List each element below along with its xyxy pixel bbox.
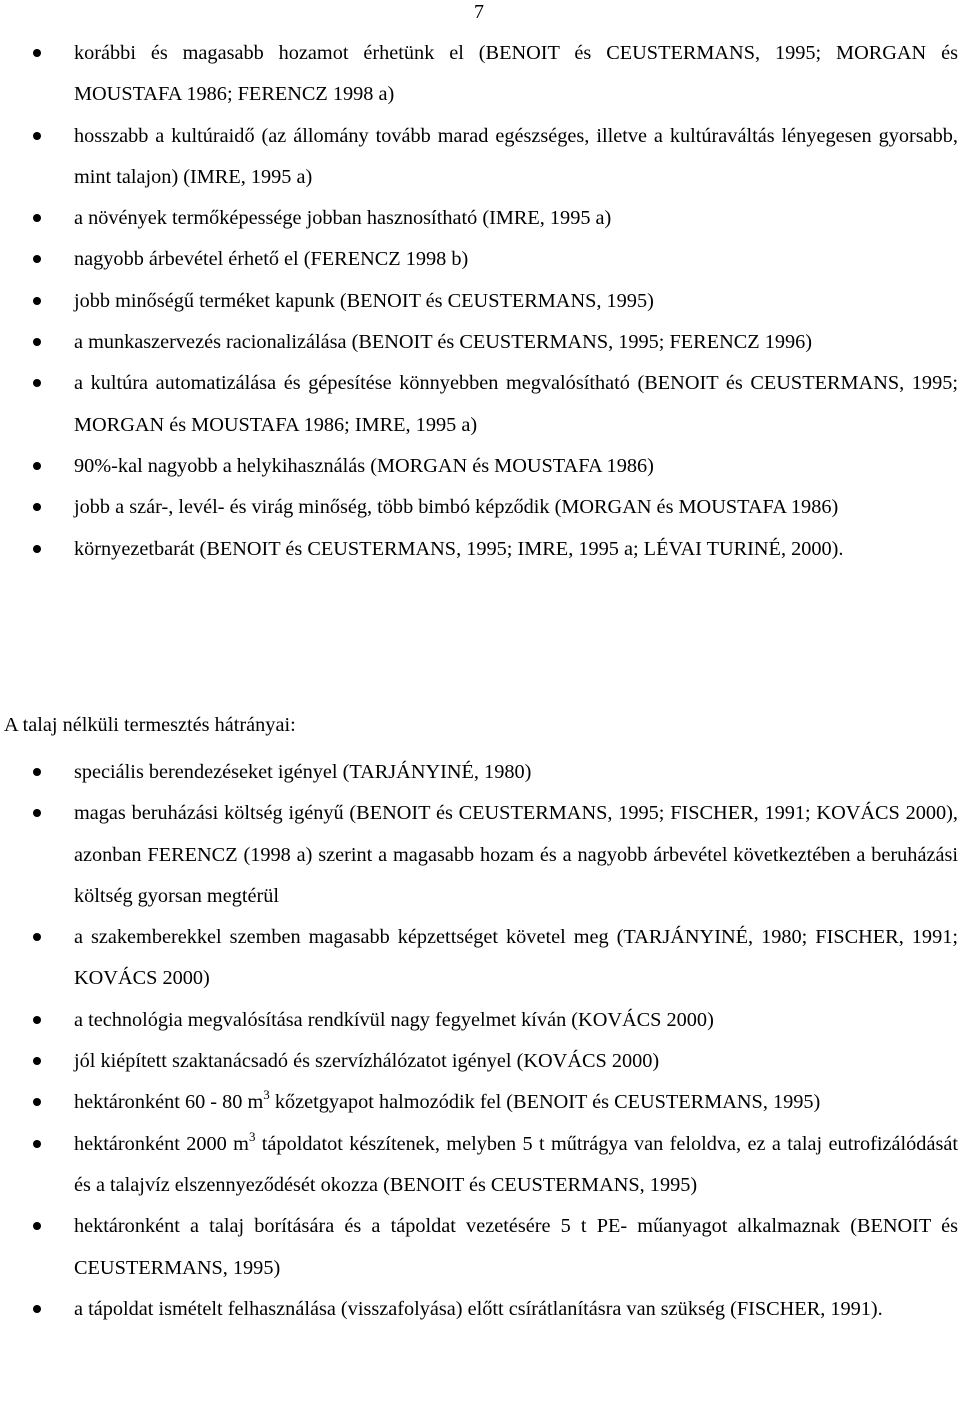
list-item: [0, 752, 958, 793]
bullet-icon: [33, 255, 41, 263]
text-fragment: hektáronként 2000 m: [74, 1132, 249, 1155]
bullet-icon: [33, 297, 41, 305]
list-item-text: a munkaszervezés racionalizálása (BENOIT és CEUSTERMANS, 1995; FERENCZ 1996): [74, 331, 813, 354]
list-item-text: a szakemberekkel szemben magasabb képzettséget követel meg (TARJÁNYINÉ, 1980; FISCHER, 1991; KOVÁCS 2000): [74, 926, 958, 990]
list-item: [0, 446, 958, 487]
list-item-text: magas beruházási költség igényű (BENOIT és CEUSTERMANS, 1995; FISCHER, 1991; KOVÁCS 2000), azonban FERENCZ (1998 a) szerint a magasabb hozam és a nagyobb árbevétel következtében a beruházási költség gyorsan megtérül: [74, 802, 958, 907]
list-item: [0, 1082, 958, 1123]
list-item-text: jobb minőségű terméket kapunk (BENOIT és CEUSTERMANS, 1995): [74, 289, 654, 312]
bullet-icon: [33, 462, 41, 470]
page-number: 7: [474, 1, 484, 23]
list-item-text: jól kiépített szaktanácsadó és szervízhálózatot igényel (KOVÁCS 2000): [74, 1050, 660, 1073]
bullet-icon: [33, 545, 41, 553]
bullet-icon: [33, 809, 41, 817]
bullet-icon: [33, 379, 41, 387]
list-item: [0, 198, 958, 239]
list-item-text: a kultúra automatizálása és gépesítése könnyebben megvalósítható (BENOIT és CEUSTERMANS, 1995; MORGAN és MOUSTAFA 1986; IMRE, 1995 a): [74, 372, 958, 436]
text-fragment: tápoldatot készítenek, melyben 5 t műtrágya van feloldva, ez a talaj eutrofizálódását és a talajvíz elszennyeződését okozza (BENOIT és CEUSTERMANS, 1995): [74, 1132, 958, 1196]
disadvantages-list: [0, 752, 958, 1330]
list-item: [0, 239, 958, 280]
list-item: [0, 363, 958, 446]
superscript: 3: [263, 1087, 270, 1103]
list-item-text: korábbi és magasabb hozamot érhetünk el (BENOIT és CEUSTERMANS, 1995; MORGAN és MOUSTAFA 1986; FERENCZ 1998 a): [74, 42, 958, 106]
list-item: [0, 529, 958, 570]
bullet-icon: [33, 49, 41, 57]
list-item-text: a tápoldat ismételt felhasználása (visszafolyása) előtt csírátlanításra van szükség (FISCHER, 1991).: [74, 1297, 883, 1320]
list-item-text: jobb a szár-, levél- és virág minőség, több bimbó képződik (MORGAN és MOUSTAFA 1986): [74, 496, 839, 519]
text-fragment: hektáronként 60 - 80 m: [74, 1091, 264, 1114]
list-item-text: [74, 1128, 958, 1196]
text-fragment: kőzetgyapot halmozódik fel (BENOIT és CEUSTERMANS, 1995): [269, 1091, 821, 1114]
list-item: [0, 1000, 958, 1041]
list-item: [0, 116, 958, 199]
bullet-icon: [33, 214, 41, 222]
list-item-text: a technológia megvalósítása rendkívül nagy fegyelmet kíván (KOVÁCS 2000): [74, 1008, 714, 1031]
list-item-text: 90%-kal nagyobb a helykihasználás (MORGAN és MOUSTAFA 1986): [74, 454, 654, 477]
list-item: [0, 281, 958, 322]
section-heading: A talaj nélküli termesztés hátrányai:: [4, 714, 296, 736]
list-item: [0, 33, 958, 116]
list-item: [0, 487, 958, 528]
list-item-text: környezetbarát (BENOIT és CEUSTERMANS, 1995; IMRE, 1995 a; LÉVAI TURINÉ, 2000).: [74, 537, 844, 560]
list-item-text: a növények termőképessége jobban hasznosítható (IMRE, 1995 a): [74, 207, 612, 230]
bullet-icon: [33, 933, 41, 941]
list-item-text: [74, 1087, 821, 1114]
bullet-icon: [33, 132, 41, 140]
bullet-icon: [33, 1140, 41, 1148]
bullet-icon: [33, 1016, 41, 1024]
bullet-icon: [33, 1305, 41, 1313]
list-item: [0, 322, 958, 363]
bullet-icon: [33, 768, 41, 776]
list-item: [0, 1124, 958, 1207]
list-item-text: hosszabb a kultúraidő (az állomány tovább marad egészséges, illetve a kultúraváltás lényegesen gyorsabb, mint talajon) (IMRE, 1995 a): [74, 124, 958, 188]
bullet-icon: [33, 1222, 41, 1230]
list-item-text: hektáronként a talaj borítására és a tápoldat vezetésére 5 t PE- műanyagot alkalmaznak (BENOIT és CEUSTERMANS, 1995): [74, 1215, 958, 1279]
list-item-text: nagyobb árbevétel érhető el (FERENCZ 1998 b): [74, 248, 469, 271]
list-item: [0, 793, 958, 917]
list-item: [0, 1289, 958, 1330]
bullet-icon: [33, 338, 41, 346]
bullet-icon: [33, 503, 41, 511]
list-item-text: speciális berendezéseket igényel (TARJÁNYINÉ, 1980): [74, 761, 532, 783]
superscript: 3: [248, 1128, 256, 1144]
list-item: [0, 1206, 958, 1289]
bullet-icon: [33, 1098, 41, 1106]
list-item: [0, 917, 958, 1000]
list-item: [0, 1041, 958, 1082]
bullet-icon: [33, 1057, 41, 1065]
advantages-list: [0, 33, 958, 570]
